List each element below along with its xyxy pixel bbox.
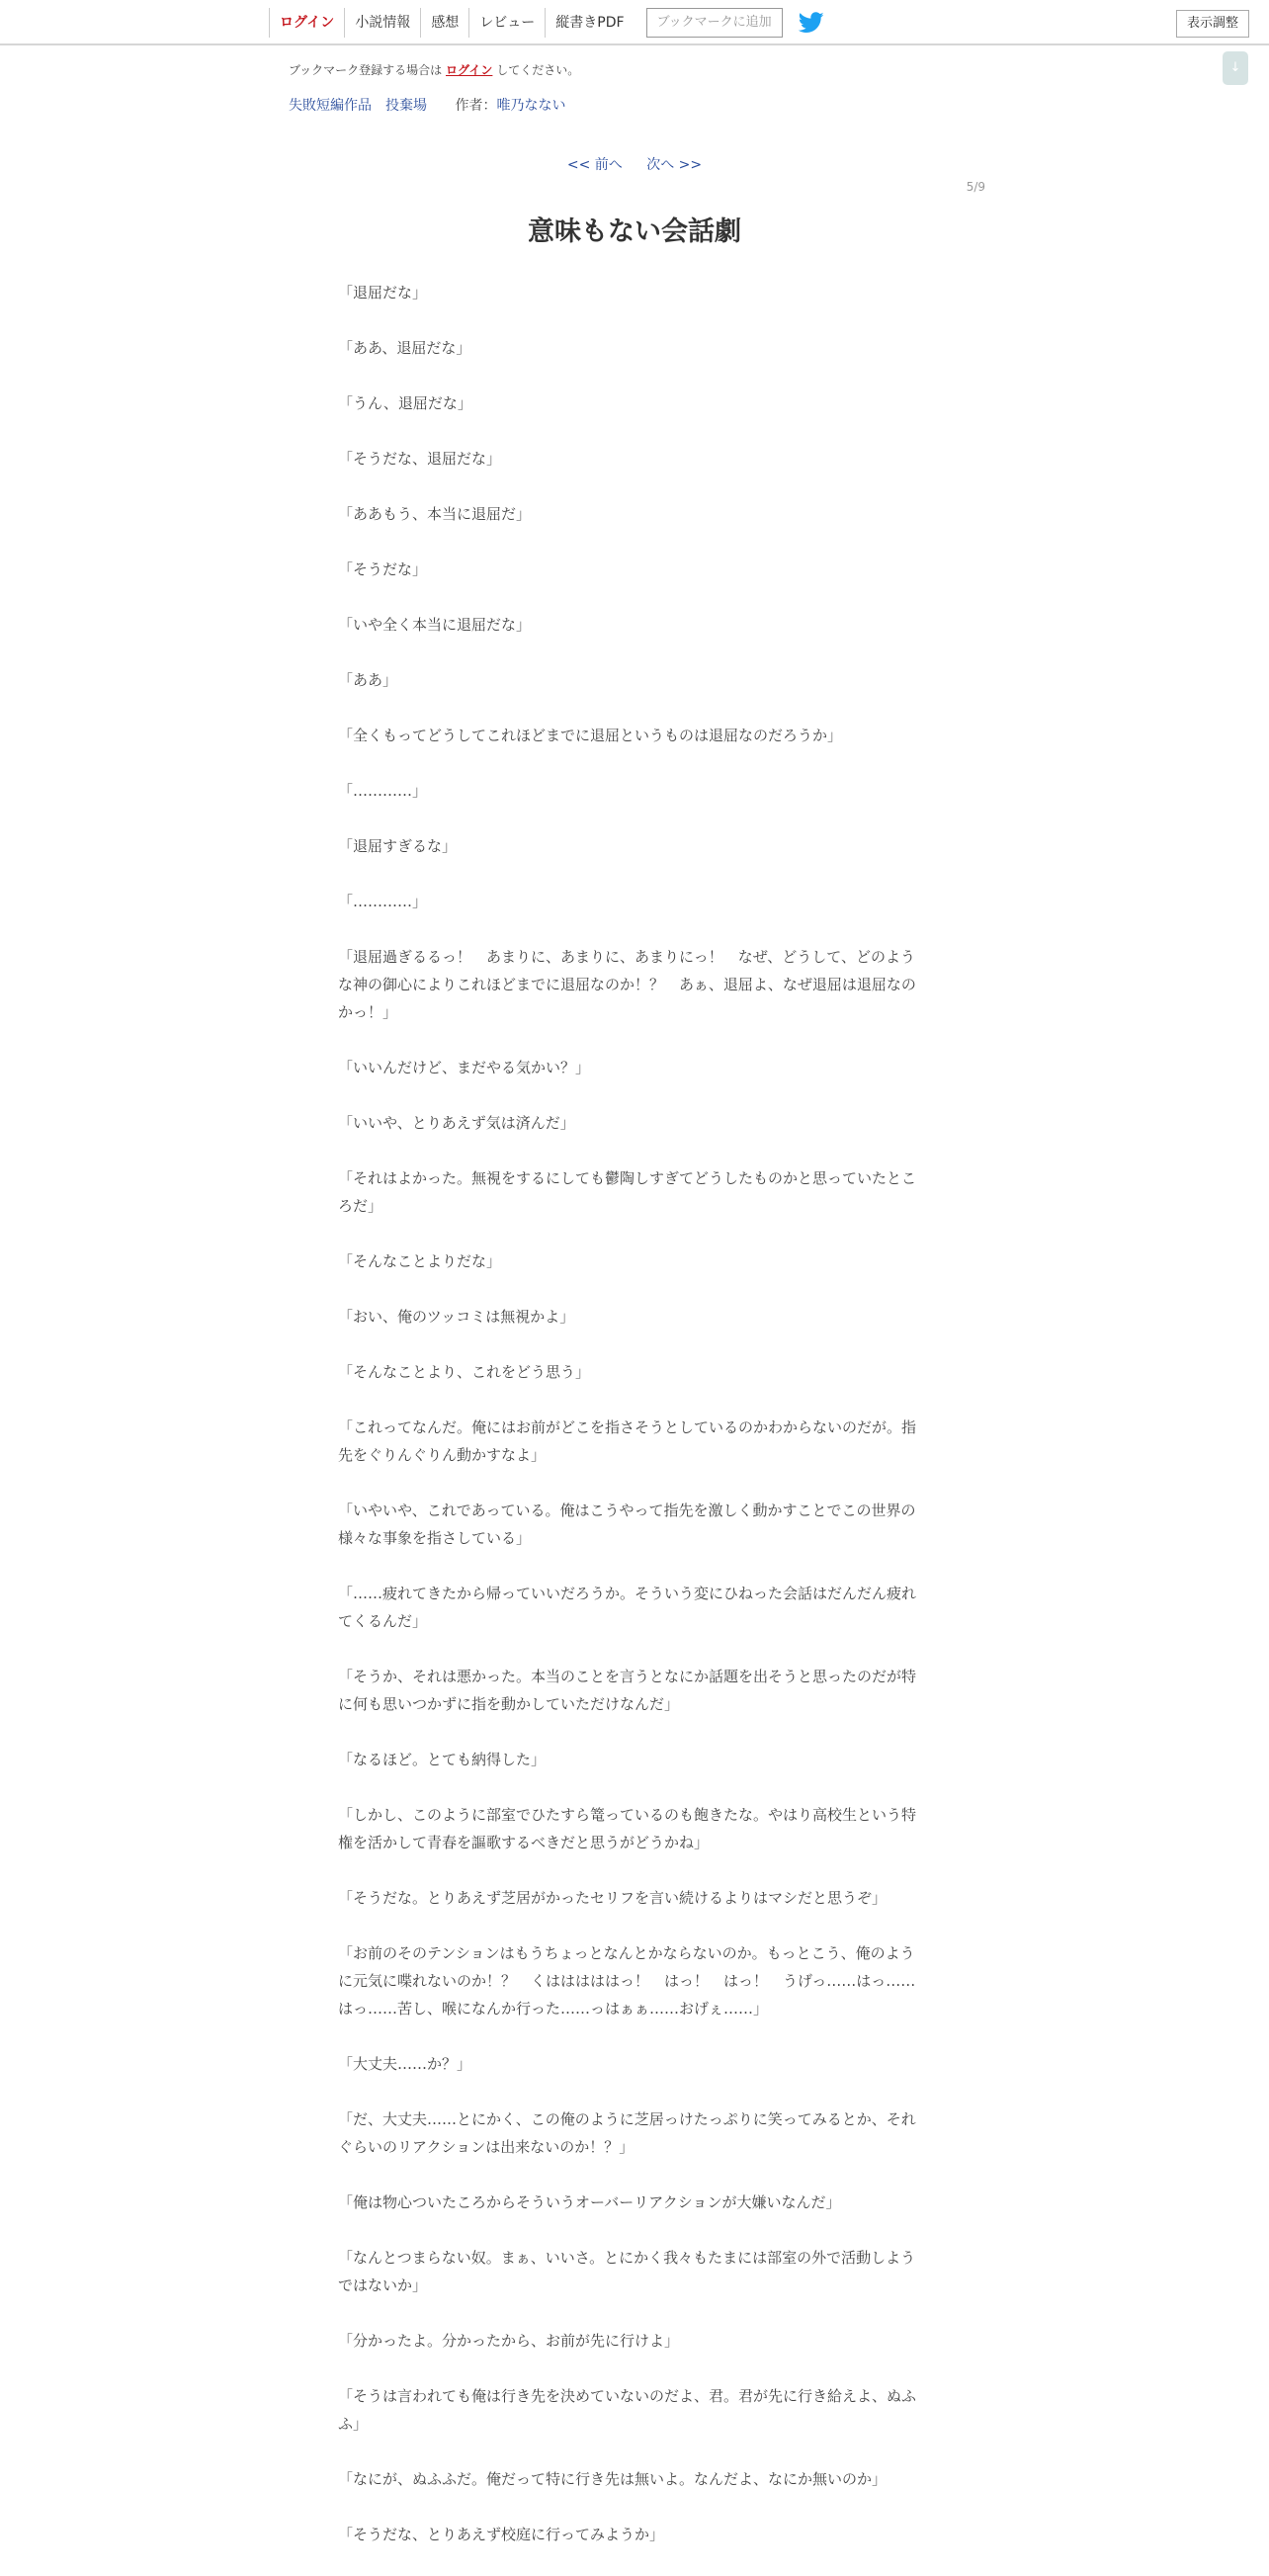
body-paragraph: 「そうだな」 — [338, 560, 428, 578]
chapter-title: 意味もない会話劇 — [528, 216, 741, 247]
body-paragraph: 「ああ」 — [338, 671, 398, 689]
body-paragraph: 「これってなんだ。俺にはお前がどこを指さそうとしているのかわからないのだが。指先をぐりんぐりん動かすなよ」 — [338, 1418, 917, 1464]
nav-novel-info[interactable]: 小説情報 — [344, 8, 420, 38]
body-paragraph: 「しかし、このように部室でひたすら篭っているのも飽きたな。やはり高校生という特権を活かして青春を謳歌するべきだと思うがどうかね」 — [338, 1806, 917, 1851]
body-paragraph: 「いや全く本当に退屈だな」 — [338, 616, 532, 634]
scroll-down-button[interactable]: ↓ — [1223, 51, 1248, 85]
body-paragraph: 「そんなことよりだな」 — [338, 1252, 502, 1270]
body-paragraph: 「退屈過ぎるるっ！ あまりに、あまりに、あまりにっ！ なぜ、どうして、どのような神の御心によりこれほどまでに退屈なのか！？ あぁ、退屈よ、なぜ退屈は退屈なのかっ！」 — [338, 948, 916, 1021]
nav-vertical-pdf[interactable]: 縦書きPDF — [545, 8, 634, 38]
twitter-icon[interactable] — [799, 12, 824, 34]
body-paragraph: 「なんとつまらない奴。まぁ、いいさ。とにかく我々もたまには部室の外で活動しようではないか」 — [338, 2249, 916, 2294]
body-paragraph: 「退屈すぎるな」 — [338, 837, 458, 855]
body-paragraph: 「ああもう、本当に退屈だ」 — [338, 505, 532, 523]
prev-chapter-link[interactable]: << 前へ — [566, 157, 623, 173]
body-paragraph: 「なにが、ぬふふだ。俺だって特に行き先は無いよ。なんだよ、なにか無いのか」 — [338, 2470, 888, 2488]
body-paragraph: 「いいや、とりあえず気は済んだ」 — [338, 1114, 575, 1132]
body-paragraph: 「…………」 — [338, 782, 428, 800]
body-paragraph: 「そうは言われても俺は行き先を決めていないのだよ、君。君が先に行き給えよ、ぬふふ」 — [338, 2387, 917, 2433]
body-paragraph: 「退屈だな」 — [338, 284, 428, 301]
body-paragraph: 「お前のそのテンションはもうちょっとなんとかならないのか。もっとこう、俺のように元気に喋れないのか！？ くはははははっ！ はっ！ はっ！ うげっ……はっ……はっ……苦し、喉になんか行った……っはぁぁ……おげぇ……」 — [338, 1944, 916, 2018]
chapter-pager — [0, 154, 1269, 174]
next-chapter-link[interactable]: 次へ >> — [646, 157, 703, 173]
body-paragraph: 「そうか、それは悪かった。本当のことを言うとなにか話題を出そうと思ったのだが特に何も思いつかずに指を動かしていただけなんだ」 — [338, 1668, 917, 1713]
body-paragraph: 「うん、退屈だな」 — [338, 394, 472, 412]
notice-prefix: ブックマーク登録する場合は — [289, 63, 443, 77]
add-bookmark-button[interactable]: ブックマークに追加 — [646, 8, 783, 38]
nav-reviews[interactable]: レビュー — [468, 8, 545, 38]
body-paragraph: 「なるほど。とても納得した」 — [338, 1751, 547, 1768]
nav-login[interactable]: ログイン — [269, 8, 344, 38]
chapter-page-count: 5/9 — [966, 180, 985, 194]
chapter-body — [338, 279, 925, 2576]
body-paragraph: 「そんなことより、これをどう思う」 — [338, 1363, 591, 1381]
body-paragraph: 「そうだな、退屈だな」 — [338, 450, 502, 468]
body-paragraph: 「いやいや、これであっている。俺はこうやって指先を激しく動かすことでこの世界の様々な事象を指さしている」 — [338, 1502, 916, 1547]
body-paragraph: 「…………」 — [338, 893, 428, 910]
body-paragraph: 「いいんだけど、まだやる気かい？」 — [338, 1059, 591, 1076]
body-paragraph: 「だ、大丈夫……とにかく、この俺のように芝居っけたっぷりに笑ってみるとか、それぐらいのリアクションは出来ないのか！？」 — [338, 2110, 916, 2156]
body-paragraph: 「そうだな。とりあえず芝居がかったセリフを言い続けるよりはマシだと思うぞ」 — [338, 1889, 888, 1907]
body-paragraph: 「ああ、退屈だな」 — [338, 339, 471, 357]
display-settings-button[interactable]: 表示調整 — [1176, 10, 1249, 38]
body-paragraph: 「……疲れてきたから帰っていいだろうか。そういう変にひねった会話はだんだん疲れてくるんだ」 — [338, 1585, 917, 1630]
body-paragraph: 「そうだな、とりあえず校庭に行ってみようか」 — [338, 2526, 665, 2543]
body-paragraph: 「それはよかった。無視をするにしても鬱陶しすぎてどうしたものかと思っていたところだ」 — [338, 1169, 917, 1215]
body-paragraph: 「俺は物心ついたころからそういうオーバーリアクションが大嫌いなんだ」 — [338, 2193, 841, 2211]
top-navigation-bar — [0, 0, 1269, 45]
series-info — [289, 95, 565, 115]
bookmark-login-notice — [289, 61, 579, 78]
author-link[interactable]: 唯乃なない — [496, 98, 566, 114]
series-link[interactable]: 失敗短編作品 投棄場 — [289, 98, 427, 114]
author-label: 作者： — [455, 98, 497, 114]
nav-impressions[interactable]: 感想 — [420, 8, 468, 38]
body-paragraph: 「大丈夫……か？」 — [338, 2055, 472, 2073]
main-nav — [269, 8, 824, 38]
body-paragraph: 「全くもってどうしてこれほどまでに退屈というものは退屈なのだろうか」 — [338, 727, 843, 744]
notice-suffix: してください。 — [496, 63, 580, 77]
body-paragraph: 「おい、俺のツッコミは無視かよ」 — [338, 1308, 575, 1326]
body-paragraph: 「分かったよ。分かったから、お前が先に行けよ」 — [338, 2332, 680, 2350]
notice-login-link[interactable]: ログイン — [446, 63, 493, 77]
